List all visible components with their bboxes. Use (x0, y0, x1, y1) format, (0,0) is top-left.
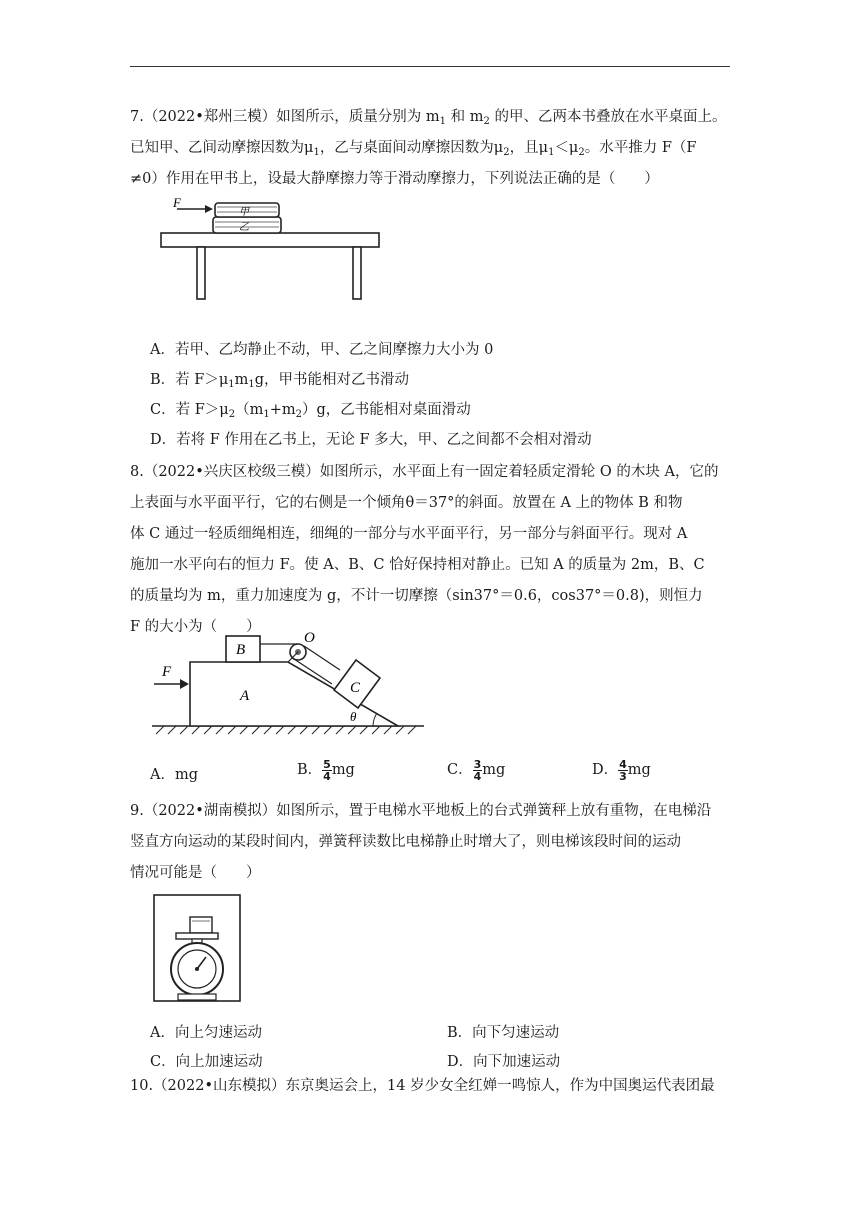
q8-option-c[interactable]: C． $\frac{3}{4}$ mg (447, 757, 506, 783)
force-label: F (173, 195, 181, 210)
q9-option-c[interactable]: C．向上加速运动 (150, 1054, 263, 1070)
question-8: 8.（2022•兴庆区校级三模）如图所示，水平面上有一固定着轻质定滑轮 O 的木块 A，它的 上表面与水平面平行，它的右侧是一个倾角θ＝37°的斜面。放置在 A 上的物体 B 和物 体 C 通过一轻质细绳相连，细绳的一部分与水平面平行，另一部分与斜面平行。现对 A 施加一水平向右的恒力 F。使 A、B、C 恰好保持相对静止。已知 A 的质量为 2m，B、C 的质量均为 m，重力加速度为 g，不计一切摩擦（sin37°＝0.6，cos37°＝0.8)，则恒力 F 的大小为（ ） (130, 464, 719, 635)
figure-incline-pulley (148, 628, 428, 740)
theta-label: θ (350, 709, 357, 724)
q9-option-a[interactable]: A．向上匀速运动 (150, 1025, 262, 1041)
figure-elevator-scale (152, 893, 244, 1005)
book-bottom-label: 乙 (239, 222, 249, 233)
fraction: $\frac{3}{4}$ (473, 757, 482, 783)
book-top-label: 甲 (239, 207, 249, 218)
q8-option-d[interactable]: D． $\frac{4}{3}$ mg (592, 757, 651, 783)
fraction: $\frac{5}{4}$ (323, 757, 331, 783)
q7-option-a[interactable]: A．若甲、乙均静止不动，甲、乙之间摩擦力大小为 0 (150, 342, 494, 358)
q7-option-d[interactable]: D．若将 F 作用在乙书上，无论 F 多大，甲、乙之间都不会相对滑动 (150, 432, 592, 448)
q7-option-b[interactable]: B．若 $F>\mu_1m_1g$，甲书能相对乙书滑动 (150, 372, 410, 390)
header-rule (130, 66, 730, 67)
question-10: 10.（2022•山东模拟）东京奥运会上，14 岁少女全红婵一鸣惊人，作为中国奥运代表团最 (130, 1078, 715, 1094)
q8-option-a[interactable]: A．mg (150, 767, 199, 783)
q8-option-b[interactable]: B． $\frac{5}{4}$ mg (297, 757, 355, 783)
force-f-label: F (162, 664, 172, 680)
q9-option-b[interactable]: B．向下匀速运动 (447, 1025, 560, 1041)
figure-books-on-table (155, 195, 385, 307)
q9-option-d[interactable]: D．向下加速运动 (447, 1054, 561, 1070)
pulley-label: O (304, 630, 315, 646)
block-a-label: A (240, 688, 250, 704)
block-c-label: C (350, 680, 361, 696)
q7-option-c[interactable]: C．若 $F>\mu_2(m_1+m_2)g$，乙书能相对桌面滑动 (150, 402, 471, 420)
question-7: 7.（2022•郑州三模）如图所示，质量分别为 $m_1$ 和 $m_2$ 的甲、乙两本书叠放在水平桌面上。 已知甲、乙间动摩擦因数为$\mu_1$，乙与桌面间动摩擦因数为$\mu_2$，且$\mu_1<\mu_2$。水平推力 F（F ≠0）作用在甲书上，设最大静摩擦力等于滑动摩擦力，下列说法正确的是（ ） (130, 109, 727, 187)
fraction: $\frac{4}{3}$ (619, 757, 627, 783)
block-b-label: B (236, 642, 246, 658)
question-9: 9.（2022•湖南模拟）如图所示，置于电梯水平地板上的台式弹簧秤上放有重物，在电梯沿 竖直方向运动的某段时间内，弹簧秤读数比电梯静止时增大了，则电梯该段时间的运动 情况可能是（ ） (130, 803, 712, 881)
